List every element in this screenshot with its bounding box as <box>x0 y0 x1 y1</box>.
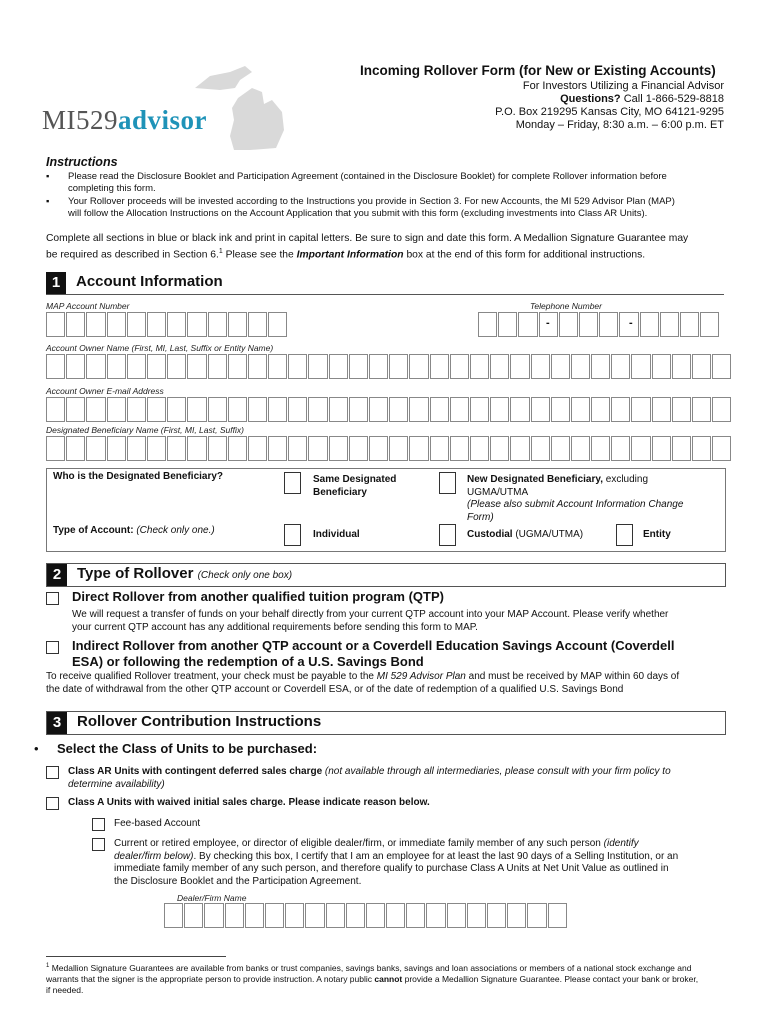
fee-based-checkbox[interactable] <box>92 818 105 831</box>
owner-name-input[interactable] <box>46 354 732 379</box>
select-bullet: • <box>34 741 39 756</box>
select-class-heading: Select the Class of Units to be purchased: <box>57 741 318 756</box>
instruction-bullet-1: ▪ Please read the Disclosure Booklet and Participation Agreement (contained in the Disclosure Booklet) for complete Rollover information before completing this form. <box>46 171 667 194</box>
owner-email-input[interactable] <box>46 397 732 422</box>
new-beneficiary-checkbox[interactable] <box>439 472 456 494</box>
direct-rollover-description: We will request a transfer of funds on your behalf directly from your current QTP account into your MAP Account. Please verify whether your current QTP account has any additional requirements before sending this form to MAP. <box>72 609 669 633</box>
form-title: Incoming Rollover Form (for New or Existing Accounts) <box>360 63 716 78</box>
employee-label: Current or retired employee, or director of eligible dealer/firm, or immediate family member of any such person (identify dealer/firm below). By checking this box, I certify that I am an employee for at least the last 90 days of a Selling Institution, or an immediate family member of any such person, and therefore qualify to purchase Class A Units at Net Unit Value as outlined in the Disclosure Booklet and the Participation Agreement. <box>114 838 679 887</box>
who-beneficiary-label: Who is the Designated Beneficiary? <box>53 471 224 482</box>
footnote-divider <box>46 956 226 957</box>
class-ar-label: Class AR Units with contingent deferred sales charge (not available through all intermediaries, please consult with your firm policy to determine availability) <box>68 766 671 790</box>
indirect-rollover-label: Indirect Rollover from another QTP account or a Coverdell Education Savings Account (Coverdell ESA) or following the redemption of a U.S. Savings Bond <box>72 638 675 669</box>
employee-checkbox[interactable] <box>92 838 105 851</box>
indirect-rollover-description: To receive qualified Rollover treatment, your check must be payable to the MI 529 Advisor Plan and must be received by MAP within 60 days of the date of withdrawal from the other QTP account or Coverdell ESA, or of the date of redemption of a qualified U.S. Savings Bond <box>46 671 680 695</box>
custodial-label: Custodial (UGMA/UTMA) <box>467 529 584 540</box>
owner-name-label: Account Owner Name (First, MI, Last, Suffix or Entity Name) <box>46 343 274 353</box>
indirect-rollover-checkbox[interactable] <box>46 641 59 654</box>
telephone-label: Telephone Number <box>530 301 602 311</box>
telephone-input[interactable] <box>478 312 720 337</box>
telephone-dash-1: - <box>546 317 550 329</box>
instruction-bullet-2: ▪ Your Rollover proceeds will be invested according to the Instructions you provide in Section 3. For new Accounts, the MI 529 Advisor Plan (MAP) will follow the Allocation Instructions on the Account Application that you submit with this form (excluding investments into Class AR Units). <box>46 196 675 219</box>
telephone-dash-2: - <box>629 317 633 329</box>
instructions-paragraph: Complete all sections in blue or black ink and print in capital letters. Be sure to sign and date this form. A Medallion Signature Guarantee may be required as described in Section 6.$^1$ Please see the Important Information box at the end of this form for additional instructions. <box>46 233 689 261</box>
class-ar-checkbox[interactable] <box>46 766 59 779</box>
header-questions: Questions? Call 1-866-529-8818 <box>560 93 724 105</box>
section-3-header: 3 Rollover Contribution Instructions <box>46 711 726 735</box>
dealer-firm-label: Dealer/Firm Name <box>177 893 247 903</box>
map-account-input[interactable] <box>46 312 288 337</box>
owner-email-label: Account Owner E-mail Address <box>46 386 164 396</box>
section-2-header: 2 Type of Rollover (Check only one box) <box>46 563 726 587</box>
same-beneficiary-label: Same Designated Beneficiary <box>313 474 397 498</box>
type-of-account-label: Type of Account: (Check only one.) <box>53 525 215 536</box>
footnote: $^1$ Medallion Signature Guarantees are available from banks or trust companies, savings banks, savings and loan associations or members of a national stock exchange and warrants that the signer is the appropriate person to provide instruction. A notary public cannot provide a Medallion Signature Guarantee. Please contact your bank or broker, if needed. <box>46 962 699 995</box>
direct-rollover-label: Direct Rollover from another qualified tuition program (QTP) <box>72 589 444 604</box>
map-account-label: MAP Account Number <box>46 301 130 311</box>
header-line1: For Investors Utilizing a Financial Advisor <box>522 80 724 92</box>
entity-label: Entity <box>643 529 671 540</box>
new-beneficiary-label: New Designated Beneficiary, excluding UGMA/UTMA (Please also submit Account Information Change Form) <box>467 474 684 523</box>
mi529advisor-logo: MI529advisor <box>42 105 208 135</box>
custodial-checkbox[interactable] <box>439 524 456 546</box>
fee-based-label: Fee-based Account <box>114 818 201 829</box>
section-1-header: 1 Account Information <box>46 272 724 295</box>
direct-rollover-checkbox[interactable] <box>46 592 59 605</box>
header-address: P.O. Box 219295 Kansas City, MO 64121-9295 <box>495 106 724 118</box>
individual-checkbox[interactable] <box>284 524 301 546</box>
instructions-heading: Instructions <box>46 155 118 169</box>
header-hours: Monday – Friday, 8:30 a.m. – 6:00 p.m. ET <box>515 119 724 131</box>
dealer-firm-input[interactable] <box>164 903 568 928</box>
class-a-checkbox[interactable] <box>46 797 59 810</box>
same-beneficiary-checkbox[interactable] <box>284 472 301 494</box>
beneficiary-name-input[interactable] <box>46 436 732 461</box>
class-a-label: Class A Units with waived initial sales charge. Please indicate reason below. <box>68 797 430 808</box>
individual-label: Individual <box>313 529 360 540</box>
entity-checkbox[interactable] <box>616 524 633 546</box>
beneficiary-name-label: Designated Beneficiary Name (First, MI, Last, Suffix) <box>46 425 244 435</box>
